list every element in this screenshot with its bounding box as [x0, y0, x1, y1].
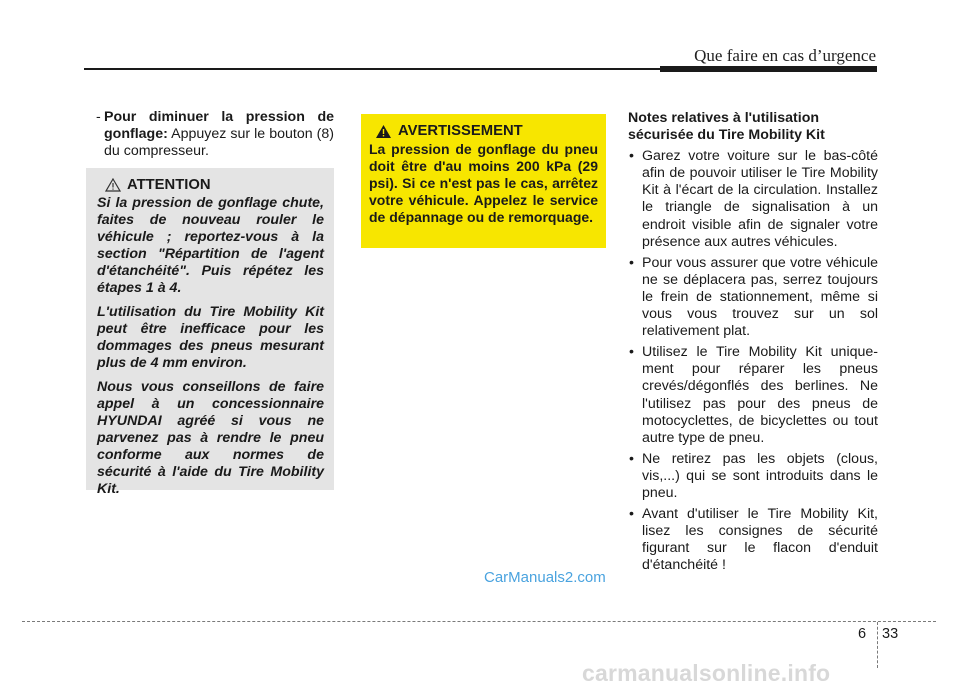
bullet-icon: •	[629, 506, 634, 523]
list-item	[628, 344, 878, 447]
list-item-text: Pour vous assurer que votre véhicule ne se déplacera pas, serrez toujours le frein de stationnement, même si vous vous trouvez sur un sol relativement plat.	[642, 254, 878, 340]
attention-paragraph: Nous vous conseillons de faire appel à un concessionnaire HYUNDAI agréé si vous ne parvenez pas à rendre le pneu conforme aux normes de sécurité à l'aide du Tire Mobility Kit.	[97, 379, 324, 497]
safety-notes	[628, 110, 878, 578]
list-item	[628, 148, 878, 251]
notes-list	[628, 148, 878, 574]
attention-box	[86, 168, 334, 497]
list-item	[628, 506, 878, 574]
footer-rule	[22, 621, 936, 622]
bullet-icon: •	[629, 148, 634, 165]
footer-divider	[877, 622, 878, 668]
watermark-link[interactable]: CarManuals2.com	[484, 569, 606, 586]
warning-heading	[369, 123, 598, 139]
bullet-icon: •	[629, 344, 634, 361]
header-title: Que faire en cas d’urgence	[694, 46, 876, 65]
page-number: 33	[882, 626, 899, 642]
list-item	[628, 451, 878, 502]
pressure-reduce-instruction	[96, 109, 334, 160]
chapter-number: 6	[858, 626, 867, 642]
bullet-icon: •	[629, 254, 634, 271]
instruction-lead: Pour diminuer la pression de gonflage:	[104, 109, 334, 143]
bullet-icon: •	[629, 450, 634, 467]
warning-box	[361, 114, 606, 248]
list-item-text: Ne retirez pas les objets (clous, vis,...) qui se sont introduits dans le pneu.	[642, 450, 878, 501]
attention-paragraph: L'utilisation du Tire Mobility Kit peut être inefficace pour les dommages des pneus mesurant plus de 4 mm environ.	[97, 304, 324, 371]
site-watermark: carmanualsonline.info	[582, 660, 831, 686]
list-item-text: Avant d'utiliser le Tire Mobility Kit, lisez les consignes de sécurité figurant sur le flacon d'enduit d'étanchéité !	[642, 506, 878, 574]
attention-heading	[97, 177, 324, 193]
warning-triangle-filled-icon	[375, 124, 392, 139]
header-rule-accent	[660, 66, 877, 72]
attention-title: ATTENTION	[127, 177, 211, 193]
list-item-text: Utilisez le Tire Mobility Kit unique-ment pour réparer les pneus crevés/dégonflés des berlines. Ne l'utilisez pas pour des pneus de motocyclettes, de bicyclettes ou tout autre type de pneu.	[642, 344, 878, 446]
warning-title: AVERTISSEMENT	[398, 123, 523, 139]
notes-title: Notes relatives à l'utilisation sécurisée du Tire Mobility Kit	[628, 110, 825, 144]
warning-triangle-outline-icon	[105, 178, 121, 192]
list-dash: -	[96, 109, 101, 125]
list-item-text: Garez votre voiture sur le bas-côté afin de pouvoir utiliser le Tire Mobility Kit à l'écart de la circulation. Installez le triangle de signalisation à un endroit visible afin de signaler votre présence aux autres véhicules.	[642, 148, 878, 250]
attention-paragraph: Si la pression de gonflage chute, faites de nouveau rouler le véhicule ; reportez-vous à la section "Répartition de l'agent d'étanchéité". Puis répétez les étapes 1 à 4.	[97, 195, 324, 296]
list-item	[628, 255, 878, 340]
instruction-text: Appuyez sur le bouton (8) du compresseur.	[104, 126, 334, 160]
warning-text: La pression de gonflage du pneu doit être d'au moins 200 kPa (29 psi). Si ce n'est pas le cas, arrêtez votre véhicule. Appelez le service de dépannage ou de remorquage.	[369, 141, 598, 226]
